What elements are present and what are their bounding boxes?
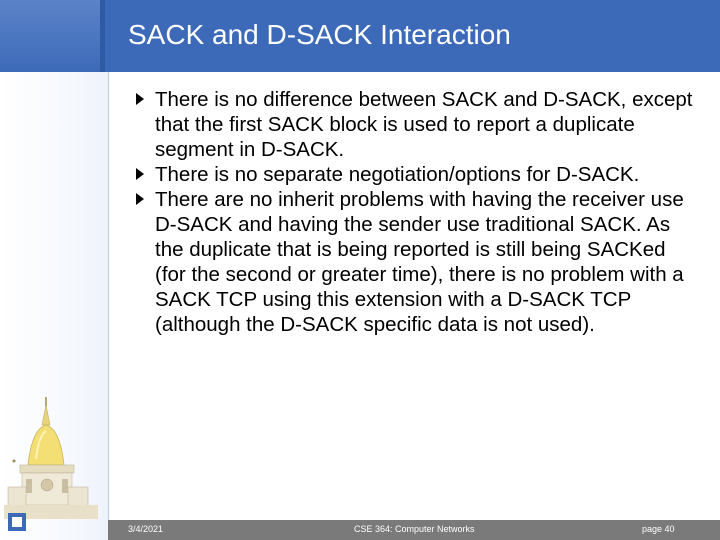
content-divider-line	[108, 72, 109, 520]
bullet-list	[136, 87, 696, 337]
footer-course: CSE 364: Computer Networks	[354, 524, 475, 534]
slide-title: SACK and D-SACK Interaction	[128, 19, 511, 50]
footer-square-inner	[12, 517, 22, 527]
golden-dome-icon	[2, 395, 100, 519]
triangle-right-icon	[136, 93, 144, 105]
footer-date: 3/4/2021	[128, 524, 164, 534]
footer-page-number: page 40	[642, 524, 675, 534]
bullet-text: There is no separate negotiation/options for D-SACK.	[155, 163, 640, 186]
header-divider	[100, 0, 105, 72]
header-left-block	[0, 0, 100, 72]
bullet-item	[136, 187, 696, 337]
footer-bar	[108, 520, 720, 540]
bullet-item	[136, 162, 696, 187]
bullet-text: There are no inherit problems with having the receiver use D-SACK and having the sender use traditional SACK. As the duplicate that is being reported is still being SACKed (for the second or greater time), there is no problem with a SACK TCP using this extension with a D-SACK TCP (although the D-SACK specific data is not used).	[155, 188, 684, 336]
triangle-right-icon	[136, 193, 144, 205]
bullet-text: There is no difference between SACK and D-SACK, except that the first SACK block is used to report a duplicate segment in D-SACK.	[155, 88, 693, 161]
triangle-right-icon	[136, 168, 144, 180]
bullet-item	[136, 87, 696, 162]
